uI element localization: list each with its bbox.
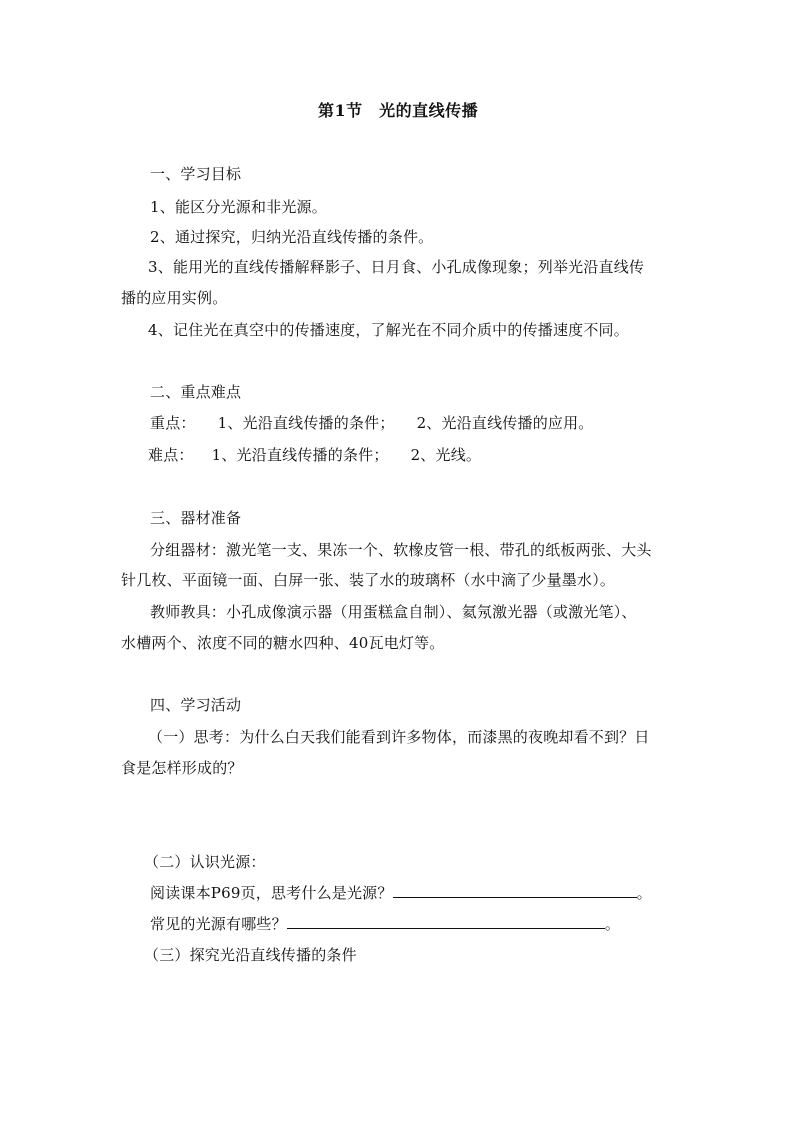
objective-item-3-line-2: 播的应用实例。 [121, 289, 228, 307]
difficult-point-1: 1、光沿直线传播的条件； [211, 446, 389, 464]
section-heading-objectives: 一、学习目标 [150, 165, 242, 183]
key-label: 重点： [150, 414, 196, 432]
activity-think-line-2: 食是怎样形成的？ [121, 759, 243, 777]
difficult-point-2: 2、光线。 [410, 446, 482, 464]
page-title: 第1节 光的直线传播 [318, 101, 479, 120]
teacher-materials-line-1: 教师教具：小孔成像演示器（用蛋糕盒自制）、氦氖激光器（或激光笔）、 [150, 603, 637, 621]
light-source-question-2 [150, 914, 620, 934]
answer-blank-1[interactable] [393, 883, 637, 898]
difficult-points-line [148, 445, 481, 465]
section-heading-materials: 三、器材准备 [150, 509, 242, 527]
group-materials-line-2: 针几枚、平面镜一面、白屏一张、装了水的玻璃杯（水中滴了少量墨水）。 [121, 571, 616, 589]
objective-item-3-line-1: 3、能用光的直线传播解释影子、日月食、小孔成像现象；列举光沿直线传 [148, 258, 645, 276]
answer-blank-1-end: 。 [636, 884, 652, 902]
activity-think-line-1: （一）思考：为什么白天我们能看到许多物体，而漆黑的夜晚却看不到？日 [148, 728, 650, 746]
difficult-label: 难点： [148, 446, 194, 464]
objective-item-2: 2、通过探究，归纳光沿直线传播的条件。 [150, 228, 434, 246]
objective-item-1: 1、能区分光源和非光源。 [150, 198, 327, 216]
answer-blank-2[interactable] [287, 914, 605, 929]
light-source-question-2-text: 常见的光源有哪些？ [150, 915, 287, 933]
teacher-materials-line-2: 水槽两个、浓度不同的糖水四种、40瓦电灯等。 [121, 634, 445, 652]
light-source-question-1 [150, 883, 652, 903]
objective-item-4: 4、记住光在真空中的传播速度，了解光在不同介质中的传播速度不同。 [148, 321, 629, 339]
answer-blank-2-end: 。 [604, 915, 621, 933]
group-materials-line-1: 分组器材：激光笔一支、果冻一个、软橡皮管一根、带孔的纸板两张、大头 [150, 541, 652, 559]
activity-light-source-heading: （二）认识光源： [144, 853, 266, 871]
light-source-question-1-text: 阅读课本P69页，思考什么是光源？ [150, 884, 393, 902]
key-point-2: 2、光沿直线传播的应用。 [416, 414, 594, 432]
key-points-line [150, 413, 594, 433]
activity-explore-heading: （三）探究光沿直线传播的条件 [144, 946, 357, 964]
section-heading-activities: 四、学习活动 [150, 696, 242, 714]
key-point-1: 1、光沿直线传播的条件； [217, 414, 395, 432]
section-heading-key-points: 二、重点难点 [150, 383, 242, 401]
